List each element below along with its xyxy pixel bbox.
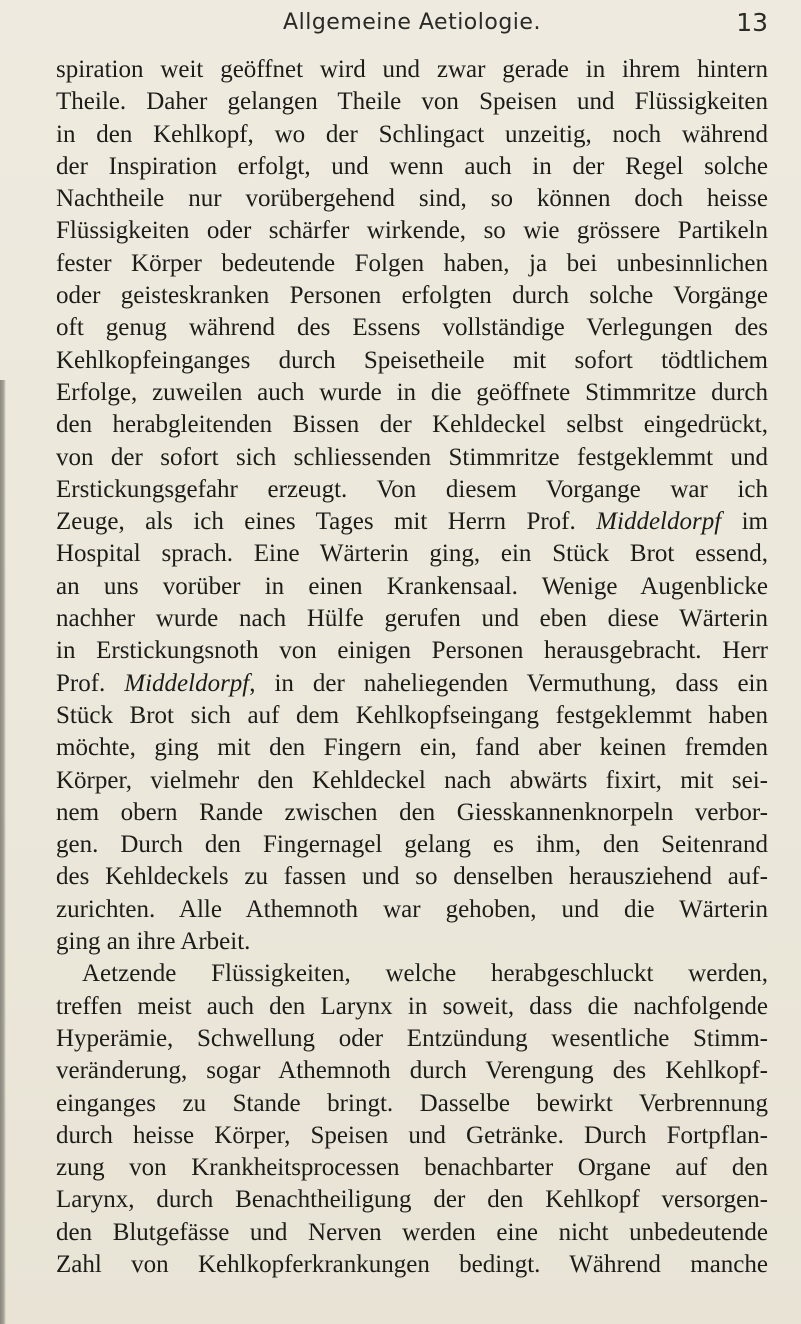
- text-line: zurichten. Alle Athemnoth war gehoben, und die Wärterin: [56, 895, 768, 923]
- running-title: Allgemeine Aetiologie.: [283, 10, 541, 35]
- text-line: Hyperämie, Schwellung oder Entzündung wesentliche Stimm-: [56, 1024, 768, 1052]
- text-line: einganges zu Stande bringt. Dasselbe bewirkt Verbrennung: [56, 1089, 768, 1117]
- text-line-start: Prof.: [56, 669, 125, 697]
- text-line: treffen meist auch den Larynx in soweit, dass die nachfolgende: [56, 992, 768, 1020]
- text-line: [56, 668, 768, 700]
- person-name-italic: Middeldorpf: [124, 669, 250, 697]
- text-line: Kehlkopfeinganges durch Speisetheile mit sofort tödtlichem: [56, 346, 768, 374]
- text-line: gen. Durch den Fingernagel gelang es ihm, den Seitenrand: [56, 831, 768, 859]
- text-line: nem obern Rande zwischen den Giesskannenknorpeln verbor-: [56, 798, 768, 826]
- text-line: Hospital sprach. Eine Wärterin ging, ein Stück Brot essend,: [56, 540, 768, 568]
- text-line: Larynx, durch Benachtheiligung der den Kehlkopf versorgen-: [56, 1186, 768, 1214]
- text-line: zung von Krankheitsprocessen benachbarter Organe auf den: [56, 1154, 768, 1182]
- text-line: nachher wurde nach Hülfe gerufen und eben diese Wärterin: [56, 605, 768, 633]
- person-name-italic: Middeldorpf: [596, 508, 722, 536]
- text-line: des Kehldeckels zu fassen und so denselben herausziehend auf-: [56, 863, 768, 891]
- text-line: Erstickungsgefahr erzeugt. Von diesem Vorgange war ich: [56, 475, 768, 503]
- text-line: in den Kehlkopf, wo der Schlingact unzeitig, noch während: [56, 120, 768, 148]
- text-line-start: Zeuge, als ich eines Tages mit Herrn Prof.: [56, 508, 597, 536]
- text-line-end: , in der naheliegenden Vermuthung, dass ein: [249, 669, 768, 697]
- text-line: Theile. Daher gelangen Theile von Speisen und Flüssigkeiten: [56, 88, 768, 116]
- text-line: Aetzende Flüssigkeiten, welche herabgeschluckt werden,: [82, 960, 768, 988]
- text-line: fester Körper bedeutende Folgen haben, ja bei unbesinnlichen: [56, 249, 768, 277]
- text-line: Körper, vielmehr den Kehldeckel nach abwärts fixirt, mit sei-: [56, 766, 768, 794]
- page-header: [56, 10, 768, 50]
- text-line: den Blutgefässe und Nerven werden eine nicht unbedeutende: [56, 1218, 768, 1246]
- text-line: veränderung, sogar Athemnoth durch Verengung des Kehlkopf-: [56, 1057, 768, 1085]
- text-line: den herabgleitenden Bissen der Kehldeckel selbst eingedrückt,: [56, 411, 768, 439]
- text-line: oder geisteskranken Personen erfolgten durch solche Vorgänge: [56, 282, 768, 310]
- text-line: spiration weit geöffnet wird und zwar gerade in ihrem hintern: [56, 56, 768, 83]
- text-line: Zahl von Kehlkopferkrankungen bedingt. Während manche: [56, 1250, 768, 1278]
- text-line: der Inspiration erfolgt, und wenn auch in der Regel solche: [56, 152, 768, 180]
- text-line: in Erstickungsnoth von einigen Personen herausgebracht. Herr: [56, 637, 768, 665]
- text-line: Stück Brot sich auf dem Kehlkopfseingang festgeklemmt haben: [56, 701, 768, 729]
- paragraph-1: [56, 54, 768, 958]
- page-binding-shadow: [0, 380, 6, 1324]
- text-line: Erfolge, zuweilen auch wurde in die geöffnete Stimmritze durch: [56, 378, 768, 406]
- text-line-end: im: [721, 508, 768, 536]
- paragraph-2: [56, 958, 768, 1281]
- text-line: Nachtheile nur vorübergehend sind, so können doch heisse: [56, 185, 768, 213]
- text-line: möchte, ging mit den Fingern ein, fand aber keinen fremden: [56, 734, 768, 762]
- text-line: an uns vorüber in einen Krankensaal. Wenige Augenblicke: [56, 572, 768, 600]
- text-line: ging an ihre Arbeit.: [56, 928, 251, 956]
- text-line: oft genug während des Essens vollständige Verlegungen des: [56, 314, 768, 342]
- text-line: [56, 506, 768, 538]
- page-number: 13: [736, 8, 768, 37]
- text-line: durch heisse Körper, Speisen und Getränke. Durch Fortpflan-: [56, 1121, 768, 1149]
- text-line: Flüssigkeiten oder schärfer wirkende, so wie grössere Partikeln: [56, 217, 768, 245]
- text-line: von der sofort sich schliessenden Stimmritze festgeklemmt und: [56, 443, 768, 471]
- body-text: [56, 54, 768, 1281]
